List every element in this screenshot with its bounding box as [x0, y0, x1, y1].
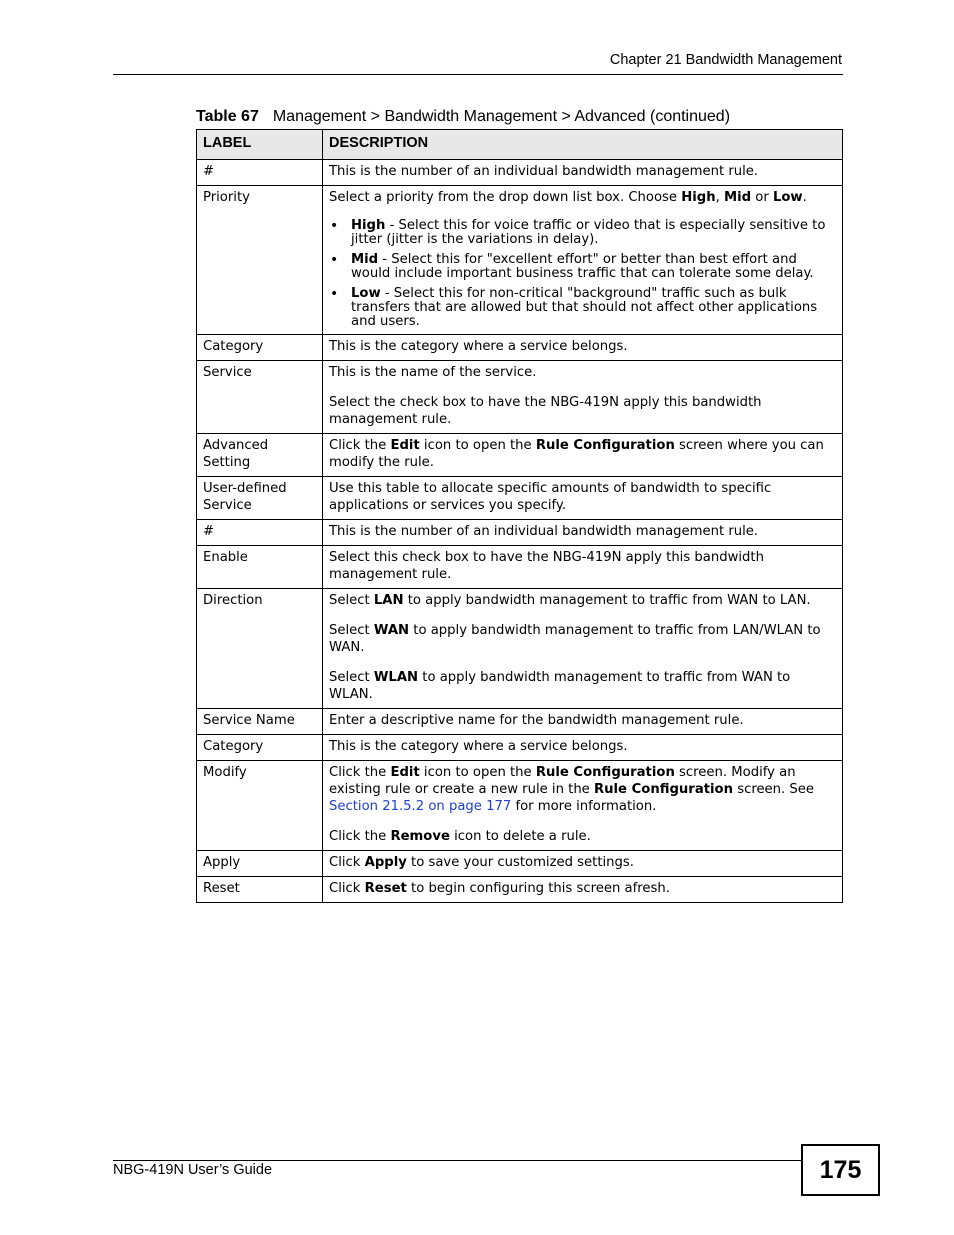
description-paragraph: [329, 437, 836, 471]
bold-term: Rule Configuration: [535, 765, 675, 780]
table-row: [197, 589, 843, 709]
row-label: Apply: [197, 851, 323, 877]
text-run: to begin configuring this screen afresh.: [406, 881, 670, 896]
text-run: - Select this for non-critical "background" traffic such as bulk transfers that are allowed but that should not affect other applications and users.: [351, 286, 818, 329]
text-run: .: [802, 190, 807, 205]
text-run: or: [751, 190, 773, 205]
text-run: ,: [715, 190, 724, 205]
text-run: This is the category where a service belongs.: [329, 739, 628, 754]
description-paragraph: [329, 549, 836, 583]
row-description: [323, 361, 843, 434]
table-row: [197, 160, 843, 186]
table-row: [197, 709, 843, 735]
bold-term: Remove: [390, 829, 450, 844]
bold-term: Rule Configuration: [535, 438, 675, 453]
row-description: [323, 546, 843, 589]
text-run: to apply bandwidth management to traffic from WAN to WLAN.: [329, 670, 791, 702]
text-run: - Select this for voice traffic or video that is especially sensitive to jitter (jitter is the variations in delay).: [351, 218, 826, 247]
row-description: [323, 520, 843, 546]
description-paragraph: [329, 669, 836, 703]
table-row: [197, 851, 843, 877]
description-paragraph: [329, 163, 836, 180]
table-header-row: [197, 130, 843, 160]
cross-reference-link[interactable]: Section 21.5.2 on page 177: [329, 799, 512, 814]
bold-term: Edit: [390, 765, 420, 780]
text-run: screen where you can modify the rule.: [329, 438, 824, 470]
text-run: Click: [329, 855, 365, 870]
table-row: [197, 520, 843, 546]
description-paragraph: [329, 523, 836, 540]
text-run: Select the check box to have the NBG-419N apply this bandwidth management rule.: [329, 395, 762, 427]
text-run: to apply bandwidth management to traffic from LAN/WLAN to WAN.: [329, 623, 821, 655]
header-divider: [113, 74, 843, 75]
bold-term: WAN: [373, 623, 410, 638]
table-row: [197, 877, 843, 903]
bold-term: Apply: [364, 855, 407, 870]
text-run: for more information.: [511, 799, 657, 814]
bandwidth-advanced-table: [196, 129, 843, 903]
description-paragraph: [329, 854, 836, 871]
row-label: Category: [197, 735, 323, 761]
bold-term: WLAN: [373, 670, 419, 685]
row-description: [323, 477, 843, 520]
text-run: This is the number of an individual bandwidth management rule.: [329, 164, 759, 179]
row-label: Advanced Setting: [197, 434, 323, 477]
description-paragraph: [329, 828, 836, 845]
text-run: to save your customized settings.: [406, 855, 634, 870]
row-description: [323, 335, 843, 361]
text-run: Enter a descriptive name for the bandwidth management rule.: [329, 713, 744, 728]
row-description: [323, 761, 843, 851]
table-row: [197, 761, 843, 851]
description-paragraph: [329, 880, 836, 897]
row-label: Modify: [197, 761, 323, 851]
text-run: screen. See: [733, 782, 815, 797]
text-run: This is the name of the service.: [329, 365, 537, 380]
text-run: Click the: [329, 438, 391, 453]
row-description: [323, 186, 843, 335]
row-label: #: [197, 160, 323, 186]
row-label: Service Name: [197, 709, 323, 735]
row-label: #: [197, 520, 323, 546]
bold-term: High: [351, 218, 386, 233]
text-run: Use this table to allocate specific amounts of bandwidth to specific applications or services you specify.: [329, 481, 772, 513]
bold-term: Low: [351, 286, 381, 301]
text-run: Click the: [329, 765, 391, 780]
table-row: [197, 335, 843, 361]
table-row: [197, 186, 843, 335]
page-number: 175: [801, 1144, 880, 1196]
description-paragraph: [329, 480, 836, 514]
table-body: [197, 160, 843, 903]
description-paragraph: [329, 338, 836, 355]
row-label: Priority: [197, 186, 323, 335]
text-run: Click: [329, 881, 365, 896]
text-run: Select this check box to have the NBG-419N apply this bandwidth management rule.: [329, 550, 764, 582]
text-run: - Select this for "excellent effort" or better than best effort and would include important business traffic that can tolerate some delay.: [351, 252, 814, 281]
row-label: Enable: [197, 546, 323, 589]
description-paragraph: [329, 394, 836, 428]
row-description: [323, 851, 843, 877]
text-run: Select: [329, 593, 374, 608]
text-run: screen. Modify an existing rule or create a new rule in the: [329, 765, 796, 797]
row-label: User-defined Service: [197, 477, 323, 520]
guide-title: NBG-419N User’s Guide: [113, 1162, 273, 1178]
table-row: [197, 361, 843, 434]
running-header: Chapter 21 Bandwidth Management: [609, 52, 842, 68]
list-item: [329, 219, 836, 247]
description-paragraph: [329, 712, 836, 729]
table-row: [197, 735, 843, 761]
row-description: [323, 160, 843, 186]
list-item: [329, 287, 836, 329]
footer-divider: [113, 1160, 801, 1161]
table-row: [197, 477, 843, 520]
description-column-header: DESCRIPTION: [323, 130, 843, 160]
text-run: This is the category where a service belongs.: [329, 339, 628, 354]
row-label: Reset: [197, 877, 323, 903]
row-description: [323, 434, 843, 477]
list-item: [329, 253, 836, 281]
row-label: Category: [197, 335, 323, 361]
bold-term: High: [681, 190, 716, 205]
bold-term: Mid: [724, 190, 752, 205]
description-paragraph: [329, 622, 836, 656]
table-title: Management > Bandwidth Management > Advanced (continued): [272, 108, 731, 125]
text-run: Click the: [329, 829, 391, 844]
bold-term: LAN: [373, 593, 404, 608]
label-column-header: LABEL: [197, 130, 323, 160]
bold-term: Mid: [351, 252, 379, 267]
bold-term: Rule Configuration: [593, 782, 733, 797]
row-description: [323, 877, 843, 903]
row-description: [323, 709, 843, 735]
table-row: [197, 546, 843, 589]
row-label: Direction: [197, 589, 323, 709]
text-run: Select: [329, 670, 374, 685]
row-description: [323, 589, 843, 709]
text-run: Select a priority from the drop down list box. Choose: [329, 190, 682, 205]
description-paragraph: [329, 364, 836, 381]
priority-options-list: [329, 219, 836, 329]
text-run: icon to open the: [419, 438, 536, 453]
description-paragraph: [329, 738, 836, 755]
table-number: Table 67: [196, 108, 259, 125]
description-paragraph: [329, 189, 836, 206]
row-description: [323, 735, 843, 761]
text-run: Select: [329, 623, 374, 638]
bold-term: Reset: [364, 881, 407, 896]
bold-term: Low: [772, 190, 803, 205]
text-run: to apply bandwidth management to traffic from WAN to LAN.: [403, 593, 811, 608]
row-label: Service: [197, 361, 323, 434]
description-paragraph: [329, 764, 836, 815]
text-run: This is the number of an individual bandwidth management rule.: [329, 524, 759, 539]
text-run: icon to open the: [419, 765, 536, 780]
table-row: [197, 434, 843, 477]
description-paragraph: [329, 592, 836, 609]
text-run: icon to delete a rule.: [449, 829, 591, 844]
bold-term: Edit: [390, 438, 420, 453]
table-caption: [196, 108, 730, 126]
